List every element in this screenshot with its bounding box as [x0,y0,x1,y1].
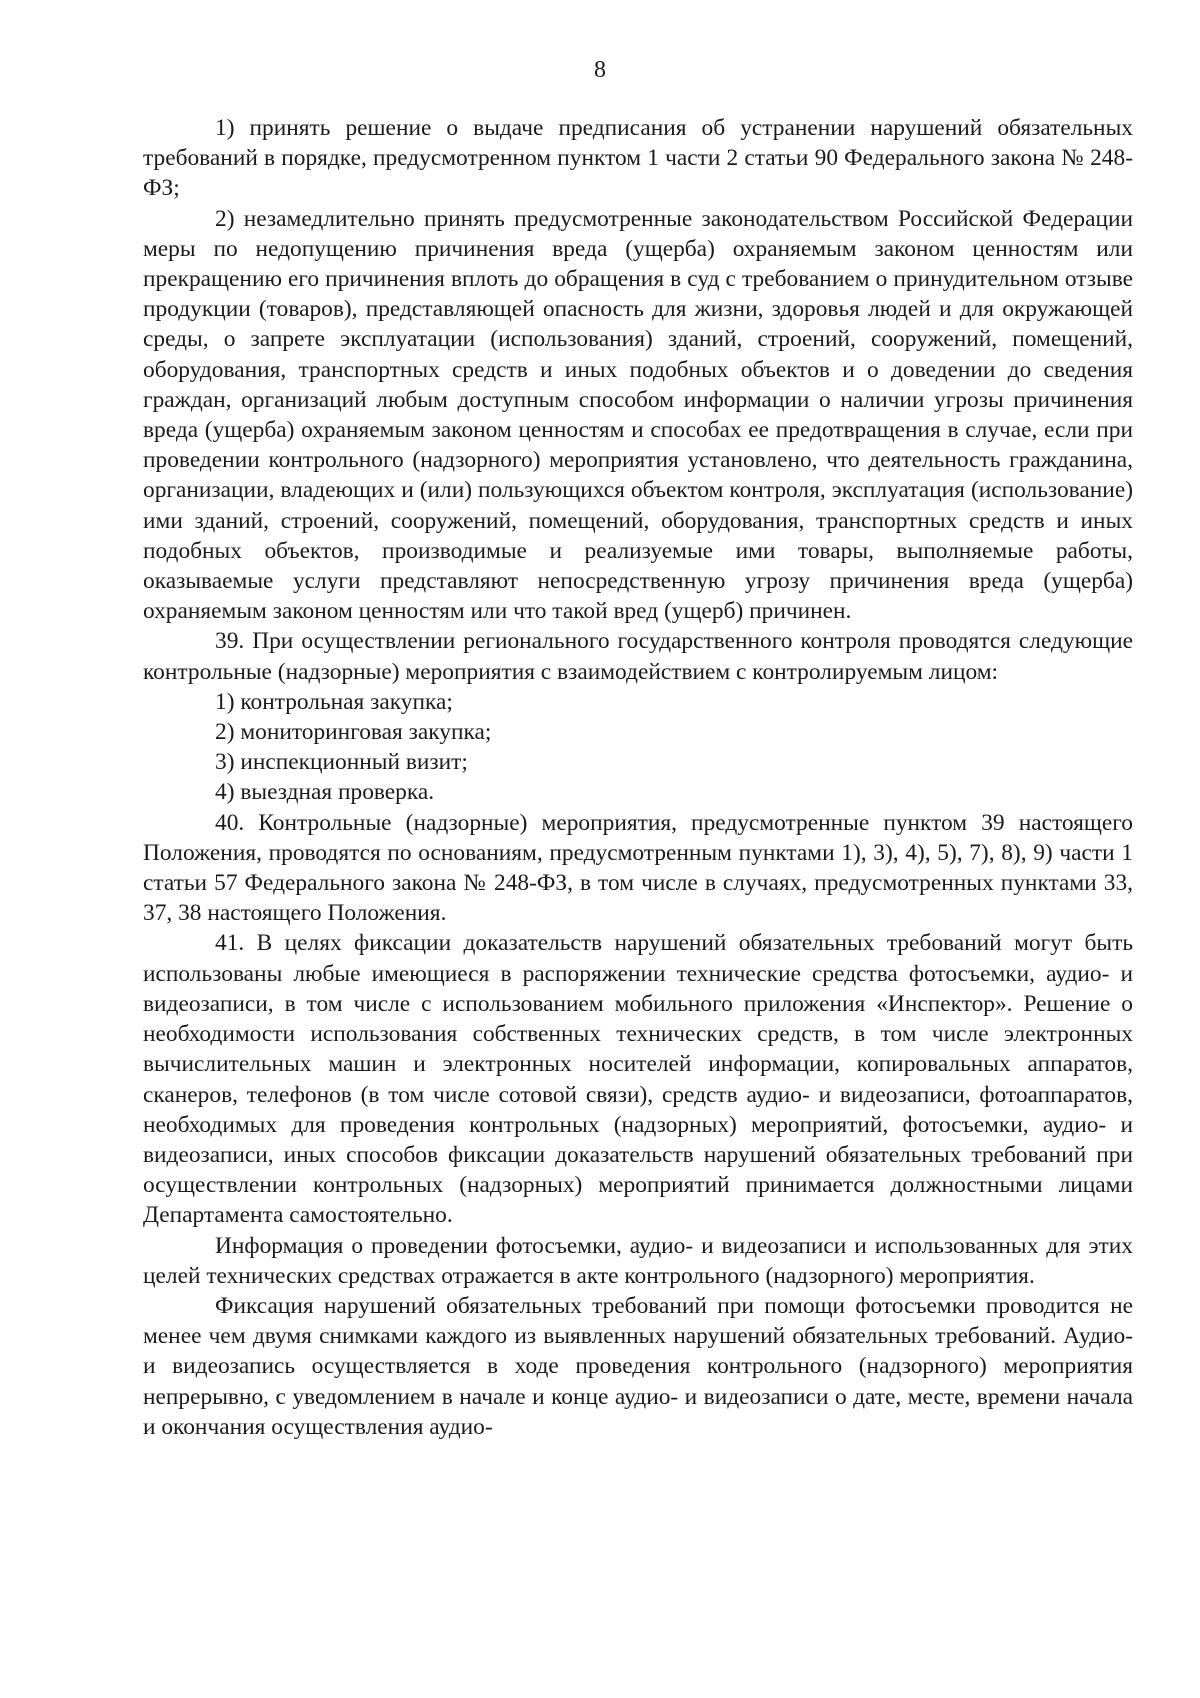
list-item-inspection-visit: 3) инспекционный визит; [215,749,468,776]
paragraph-section-40: 40. Контрольные (надзорные) мероприятия, предусмотренные пунктом 39 настоящего Положения, проводятся по основаниям, предусмотренным пунктами 1), 3), 4), 5), 7), 8), 9) части 1 статьи 57 Федерального закона № 248-ФЗ, в том числе в случаях, предусмотренных пунктами 33, 37, 38 настоящего Положения. [143,809,1133,927]
paragraph-section-41: 41. В целях фиксации доказательств нарушений обязательных требований могут быть использованы любые имеющиеся в распоряжении технические средства фотосъемки, аудио- и видеозаписи, в том числе с использованием мобильного приложения «Инспектор». Решение о необходимости использования собственных технических средств, в том числе электронных вычислительных машин и электронных носителей информации, копировальных аппаратов, сканеров, телефонов (в том числе сотовой связи), средств аудио- и видеозаписи, фотоаппаратов, необходимых для проведения контрольных (надзорных) мероприятий, фотосъемки, аудио- и видеозаписи, иных способов фиксации доказательств нарушений обязательных требований при осуществлении контрольных (надзорных) мероприятий принимается должностными лицами Департамента самостоятельно. [143,930,1133,1229]
list-item-field-inspection: 4) выездная проверка. [215,779,435,806]
paragraph-item-1: 1) принять решение о выдаче предписания об устранении нарушений обязательных требований в порядке, предусмотренном пунктом 1 части 2 статьи 90 Федерального закона № 248-ФЗ; [143,115,1133,202]
page-number: 8 [594,57,606,83]
paragraph-section-39: 39. При осуществлении регионального государственного контроля проводятся следующие контрольные (надзорные) мероприятия с взаимодействием с контролируемым лицом: [143,628,1133,685]
paragraph-info-recording: Информация о проведении фотосъемки, аудио- и видеозаписи и использованных для этих целей технических средствах отражается в акте контрольного (надзорного) мероприятия. [143,1232,1133,1289]
paragraph-fixation: Фиксация нарушений обязательных требований при помощи фотосъемки проводится не менее чем двумя снимками каждого из выявленных нарушений обязательных требований. Аудио- и видеозапись осуществляется в ходе проведения контрольного (надзорного) мероприятия непрерывно, с уведомлением в начале и конце аудио- и видеозаписи о дате, месте, времени начала и окончания осуществления аудио- [143,1292,1133,1440]
paragraph-item-2: 2) незамедлительно принять предусмотренные законодательством Российской Федерации меры по недопущению причинения вреда (ущерба) охраняемым законом ценностям или прекращению его причинения вплоть до обращения в суд с требованием о принудительном отзыве продукции (товаров), представляющей опасность для жизни, здоровья людей и для окружающей среды, о запрете эксплуатации (использования) зданий, строений, сооружений, помещений, оборудования, транспортных средств и иных подобных объектов и о доведении до сведения граждан, организаций любым доступным способом информации о наличии угрозы причинения вреда (ущерба) охраняемым законом ценностям и способах ее предотвращения в случае, если при проведении контрольного (надзорного) мероприятия установлено, что деятельность гражданина, организации, владеющих и (или) пользующихся объектом контроля, эксплуатация (использование) ими зданий, строений, сооружений, помещений, оборудования, транспортных средств и иных подобных объектов, производимые и реализуемые ими товары, выполняемые работы, оказываемые услуги представляют непосредственную угрозу причинения вреда (ущерба) охраняемым законом ценностям или что такой вред (ущерб) причинен. [143,205,1133,625]
list-item-control-purchase: 1) контрольная закупка; [215,688,453,715]
document-body [143,113,1133,1442]
list-item-monitoring-purchase: 2) мониторинговая закупка; [215,719,492,746]
